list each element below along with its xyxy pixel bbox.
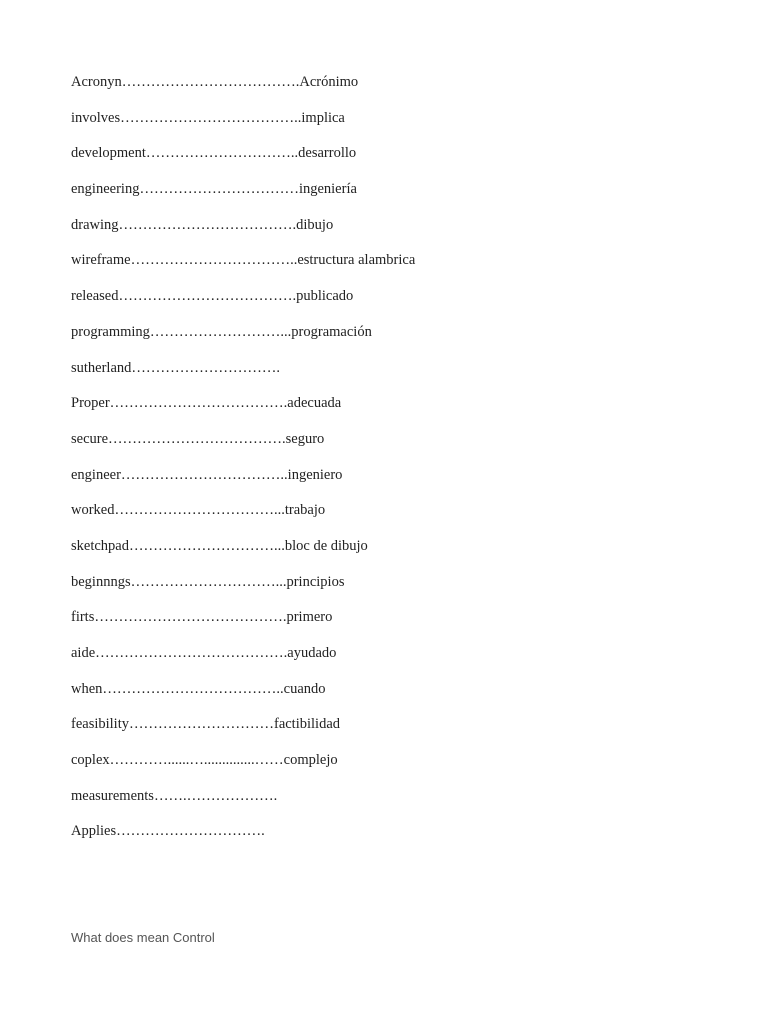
- vocab-line: drawing……………………………….dibujo: [71, 216, 334, 233]
- vocab-line: coplex…………......…..............……complejo: [71, 752, 338, 769]
- vocab-line: wireframe……………………………..estructura alambrica: [71, 252, 416, 269]
- vocab-line: beginnngs…………………………...principios: [71, 573, 345, 590]
- vocab-line: sutherland………………………….: [71, 359, 281, 376]
- vocab-line: development…………………………..desarrollo: [71, 145, 357, 162]
- vocab-line: released……………………………….publicado: [71, 288, 354, 305]
- vocab-line: involves………………………………..implica: [71, 109, 345, 126]
- vocab-line: engineer……………………………..ingeniero: [71, 466, 343, 483]
- vocab-line: firts………………………………….primero: [71, 609, 333, 626]
- vocab-line: secure……………………………….seguro: [71, 430, 325, 447]
- vocab-line: programming………………………...programación: [71, 323, 372, 340]
- vocab-line: when………………………………..cuando: [71, 680, 326, 697]
- vocab-line: worked……………………………...trabajo: [71, 502, 326, 519]
- vocab-line: feasibility…………………………factibilidad: [71, 716, 341, 733]
- vocab-line: aide………………………………….ayudado: [71, 645, 337, 661]
- vocab-line: Acronyn……………………………….Acrónimo: [71, 74, 359, 90]
- vocab-line: engineering……………………………ingeniería: [71, 181, 357, 198]
- vocab-line: Proper……………………………….adecuada: [71, 395, 342, 412]
- vocab-line: measurements…….……………….: [71, 787, 278, 804]
- vocab-line: Applies………………………….: [71, 823, 265, 840]
- vocabulary-list: [71, 72, 415, 857]
- footer-question: What does mean Control: [71, 930, 215, 945]
- vocab-line: sketchpad…………………………...bloc de dibujo: [71, 537, 368, 554]
